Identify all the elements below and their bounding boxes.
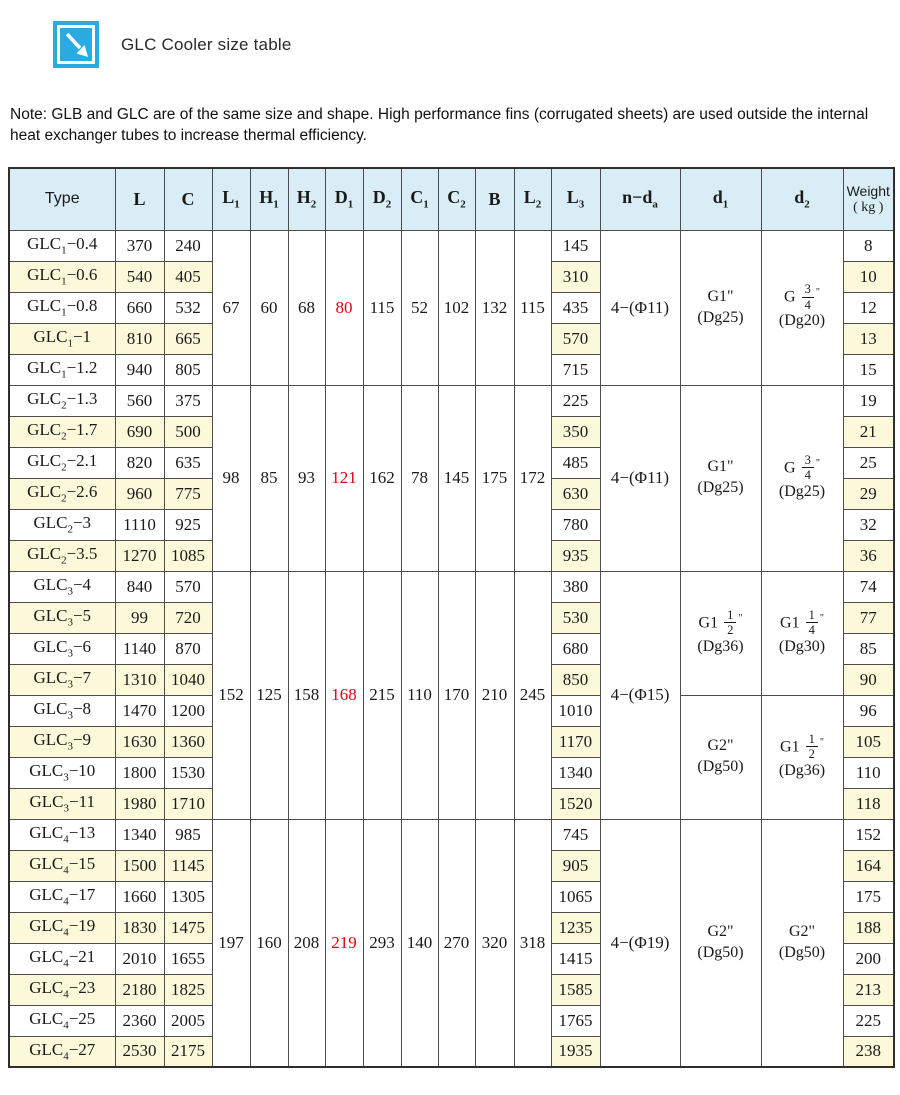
L3-cell: 1340 [551,757,600,788]
C-cell: 1360 [164,726,212,757]
n-da-merged-cell: 4−(Φ11) [600,230,680,385]
D1-merged-cell: 168 [325,571,363,819]
note-text: Note: GLB and GLC are of the same size and shape. High performance fins (corrugated sheets) are used outside the internal heat exchanger tubes to increase thermal efficiency. [10,106,869,144]
L3-cell: 780 [551,509,600,540]
L3-cell: 1010 [551,695,600,726]
L2-merged-cell: 245 [514,571,551,819]
L-cell: 1110 [115,509,164,540]
L3-cell: 905 [551,850,600,881]
D2-merged-cell: 215 [363,571,401,819]
C-cell: 925 [164,509,212,540]
L3-cell: 145 [551,230,600,261]
type-cell: $GLC_2-1.3$ [9,385,115,416]
D2-merged-cell: 293 [363,819,401,1067]
col-header-L2: $L_2$ [514,168,551,230]
col-header-H1: $H_1$ [250,168,288,230]
L3-cell: 1935 [551,1036,600,1067]
C2-merged-cell: 145 [438,385,475,571]
C2-merged-cell: 170 [438,571,475,819]
n-da-merged-cell: 4−(Φ15) [600,571,680,819]
type-cell: $GLC_4-21$ [9,943,115,974]
L3-cell: 380 [551,571,600,602]
weight-cell: 29 [843,478,894,509]
H1-merged-cell: 60 [250,230,288,385]
weight-cell: 164 [843,850,894,881]
C-cell: 665 [164,323,212,354]
C-cell: 1825 [164,974,212,1005]
type-cell: $GLC_2-2.6$ [9,478,115,509]
C-cell: 2175 [164,1036,212,1067]
type-cell: $GLC_2-1.7$ [9,416,115,447]
type-cell: $GLC_2-3.5$ [9,540,115,571]
L3-cell: 630 [551,478,600,509]
L-cell: 560 [115,385,164,416]
table-header [9,168,894,230]
type-cell: $GLC_3-11$ [9,788,115,819]
weight-cell: 213 [843,974,894,1005]
L3-cell: 1765 [551,1005,600,1036]
L2-merged-cell: 172 [514,385,551,571]
L3-cell: 1520 [551,788,600,819]
d2-cell: G1 $\frac{1}{2}$ " (Dg36) [761,695,843,819]
type-cell: $GLC_3-7$ [9,664,115,695]
type-cell: $GLC_3-5$ [9,602,115,633]
L-cell: 1140 [115,633,164,664]
weight-cell: 85 [843,633,894,664]
L1-merged-cell: 98 [212,385,250,571]
C-cell: 2005 [164,1005,212,1036]
L3-cell: 850 [551,664,600,695]
C-cell: 1085 [164,540,212,571]
L3-cell: 530 [551,602,600,633]
type-cell: $GLC_2-3$ [9,509,115,540]
weight-cell: 25 [843,447,894,478]
C-cell: 985 [164,819,212,850]
C-cell: 720 [164,602,212,633]
C-cell: 1530 [164,757,212,788]
H2-merged-cell: 68 [288,230,325,385]
L3-cell: 1235 [551,912,600,943]
type-cell: $GLC_4-19$ [9,912,115,943]
type-cell: $GLC_4-17$ [9,881,115,912]
L-cell: 810 [115,323,164,354]
weight-cell: 175 [843,881,894,912]
C1-merged-cell: 140 [401,819,438,1067]
weight-cell: 15 [843,354,894,385]
L-cell: 1800 [115,757,164,788]
L-cell: 940 [115,354,164,385]
C-cell: 775 [164,478,212,509]
d1-cell: G1" (Dg25) [680,230,761,385]
H2-merged-cell: 158 [288,571,325,819]
C2-merged-cell: 270 [438,819,475,1067]
C-cell: 1305 [164,881,212,912]
L3-cell: 680 [551,633,600,664]
type-cell: $GLC_4-13$ [9,819,115,850]
L3-cell: 1415 [551,943,600,974]
diagonal-arrow-icon [53,21,99,68]
d1-cell: G2" (Dg50) [680,819,761,1067]
col-header-D2: $D_2$ [363,168,401,230]
table-body [9,230,894,1067]
type-cell: $GLC_4-27$ [9,1036,115,1067]
type-cell: $GLC_4-15$ [9,850,115,881]
weight-cell: 105 [843,726,894,757]
L3-cell: 225 [551,385,600,416]
type-cell: $GLC_4-25$ [9,1005,115,1036]
type-cell: $GLC_1-0.6$ [9,261,115,292]
L-cell: 1630 [115,726,164,757]
weight-cell: 96 [843,695,894,726]
H1-merged-cell: 125 [250,571,288,819]
weight-cell: 12 [843,292,894,323]
L3-cell: 350 [551,416,600,447]
L3-cell: 935 [551,540,600,571]
type-cell: $GLC_3-4$ [9,571,115,602]
weight-cell: 188 [843,912,894,943]
B-merged-cell: 320 [475,819,514,1067]
C-cell: 240 [164,230,212,261]
page [0,21,900,1068]
col-header-C1: $C_1$ [401,168,438,230]
L3-cell: 1585 [551,974,600,1005]
type-cell: $GLC_1-1$ [9,323,115,354]
H1-merged-cell: 85 [250,385,288,571]
L3-cell: 745 [551,819,600,850]
L3-cell: 570 [551,323,600,354]
L-cell: 1500 [115,850,164,881]
type-cell: $GLC_3-8$ [9,695,115,726]
col-header-L: L [115,168,164,230]
C1-merged-cell: 52 [401,230,438,385]
C-cell: 570 [164,571,212,602]
L2-merged-cell: 115 [514,230,551,385]
C-cell: 375 [164,385,212,416]
d1-cell: G1" (Dg25) [680,385,761,571]
weight-cell: 118 [843,788,894,819]
d1-cell: G2" (Dg50) [680,695,761,819]
L3-cell: 1170 [551,726,600,757]
L-cell: 1660 [115,881,164,912]
L-cell: 660 [115,292,164,323]
col-header-n_da: $n-d_a$ [600,168,680,230]
L-cell: 1270 [115,540,164,571]
L3-cell: 435 [551,292,600,323]
D2-merged-cell: 115 [363,230,401,385]
L-cell: 840 [115,571,164,602]
col-header-C2: $C_2$ [438,168,475,230]
weight-cell: 13 [843,323,894,354]
n-da-merged-cell: 4−(Φ11) [600,385,680,571]
weight-cell: 77 [843,602,894,633]
C-cell: 805 [164,354,212,385]
C-cell: 635 [164,447,212,478]
d2-cell: G2" (Dg50) [761,819,843,1067]
col-header-d1: $d_1$ [680,168,761,230]
C2-merged-cell: 102 [438,230,475,385]
C1-merged-cell: 110 [401,571,438,819]
weight-cell: 225 [843,1005,894,1036]
L1-merged-cell: 197 [212,819,250,1067]
type-cell: $GLC_3-10$ [9,757,115,788]
col-header-C: C [164,168,212,230]
type-cell: $GLC_1-1.2$ [9,354,115,385]
weight-cell: 32 [843,509,894,540]
L3-cell: 485 [551,447,600,478]
B-merged-cell: 210 [475,571,514,819]
L-cell: 370 [115,230,164,261]
col-header-d2: $d_2$ [761,168,843,230]
col-header-L3: $L_3$ [551,168,600,230]
type-cell: $GLC_2-2.1$ [9,447,115,478]
weight-cell: 110 [843,757,894,788]
page-header [53,21,900,68]
L-cell: 2530 [115,1036,164,1067]
C-cell: 405 [164,261,212,292]
type-cell: $GLC_3-9$ [9,726,115,757]
page-title: GLC Cooler size table [121,34,292,54]
L3-cell: 310 [551,261,600,292]
table-row [9,230,894,261]
weight-cell: 152 [843,819,894,850]
L1-merged-cell: 67 [212,230,250,385]
L-cell: 1830 [115,912,164,943]
type-cell: $GLC_4-23$ [9,974,115,1005]
D2-merged-cell: 162 [363,385,401,571]
col-header-weight: Weight ( kg ) [843,168,894,230]
L-cell: 1470 [115,695,164,726]
C-cell: 500 [164,416,212,447]
L-cell: 1310 [115,664,164,695]
L-cell: 2010 [115,943,164,974]
weight-cell: 200 [843,943,894,974]
type-cell: $GLC_1-0.4$ [9,230,115,261]
D1-merged-cell: 219 [325,819,363,1067]
C-cell: 870 [164,633,212,664]
L-cell: 1980 [115,788,164,819]
weight-cell: 21 [843,416,894,447]
weight-cell: 90 [843,664,894,695]
table-row [9,571,894,602]
C-cell: 1200 [164,695,212,726]
D1-merged-cell: 121 [325,385,363,571]
n-da-merged-cell: 4−(Φ19) [600,819,680,1067]
H1-merged-cell: 160 [250,819,288,1067]
L-cell: 690 [115,416,164,447]
weight-cell: 19 [843,385,894,416]
C1-merged-cell: 78 [401,385,438,571]
weight-cell: 8 [843,230,894,261]
weight-cell: 238 [843,1036,894,1067]
H2-merged-cell: 208 [288,819,325,1067]
C-cell: 1475 [164,912,212,943]
L-cell: 820 [115,447,164,478]
L3-cell: 715 [551,354,600,385]
B-merged-cell: 175 [475,385,514,571]
d1-cell: G1 $\frac{1}{2}$ " (Dg36) [680,571,761,695]
weight-cell: 10 [843,261,894,292]
L-cell: 1340 [115,819,164,850]
L3-cell: 1065 [551,881,600,912]
L1-merged-cell: 152 [212,571,250,819]
C-cell: 1145 [164,850,212,881]
table-row [9,819,894,850]
L-cell: 2180 [115,974,164,1005]
D1-merged-cell: 80 [325,230,363,385]
col-header-type: Type [9,168,115,230]
col-header-L1: $L_1$ [212,168,250,230]
col-header-D1: $D_1$ [325,168,363,230]
B-merged-cell: 132 [475,230,514,385]
d2-cell: G $\frac{3}{4}$ " (Dg25) [761,385,843,571]
d2-cell: G1 $\frac{1}{4}$ " (Dg30) [761,571,843,695]
type-cell: $GLC_3-6$ [9,633,115,664]
type-cell: $GLC_1-0.8$ [9,292,115,323]
table-row [9,385,894,416]
L-cell: 540 [115,261,164,292]
d2-cell: G $\frac{3}{4}$ " (Dg20) [761,230,843,385]
C-cell: 532 [164,292,212,323]
weight-cell: 36 [843,540,894,571]
C-cell: 1040 [164,664,212,695]
size-table [8,167,895,1068]
weight-cell: 74 [843,571,894,602]
H2-merged-cell: 93 [288,385,325,571]
col-header-B: B [475,168,514,230]
col-header-H2: $H_2$ [288,168,325,230]
C-cell: 1710 [164,788,212,819]
L2-merged-cell: 318 [514,819,551,1067]
L-cell: 99 [115,602,164,633]
L-cell: 2360 [115,1005,164,1036]
C-cell: 1655 [164,943,212,974]
L-cell: 960 [115,478,164,509]
